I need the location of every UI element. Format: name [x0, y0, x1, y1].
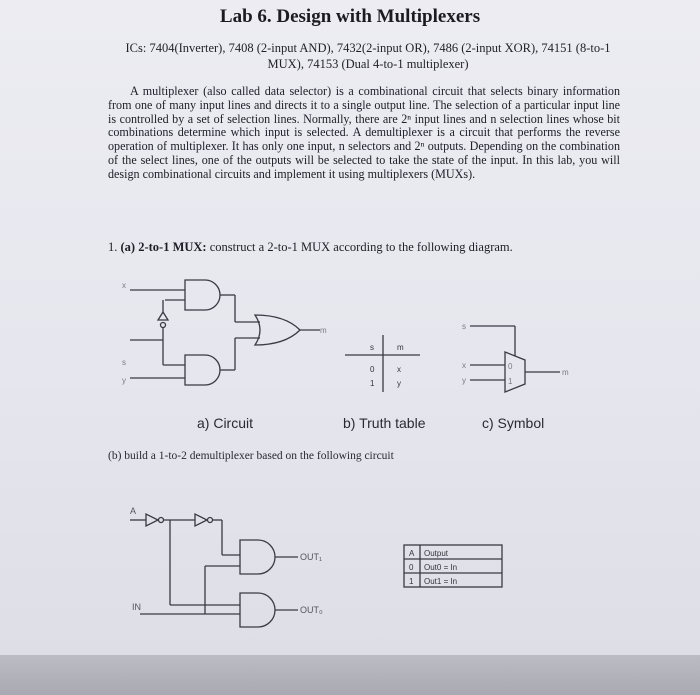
sym-label-m: m: [562, 368, 569, 377]
caption-truth-table: b) Truth table: [343, 415, 426, 431]
sym-label-y: y: [462, 376, 466, 385]
mux-symbol: [470, 326, 560, 392]
tt-r2-m: y: [397, 379, 401, 388]
question-1b: (b) build a 1-to-2 demultiplexer based on the following circuit: [108, 450, 394, 462]
dt-r2-a: 1: [409, 577, 414, 586]
not-bubble: [161, 323, 166, 328]
mux-label-s: s: [122, 358, 126, 367]
dt-r1-output: Out0 = In: [424, 563, 458, 572]
mux-trapezoid: [505, 352, 525, 392]
question-number: 1.: [108, 240, 118, 254]
mux-circuit: [130, 280, 320, 385]
sym-pin-1: 1: [508, 377, 513, 386]
and-gate-top: [185, 280, 220, 310]
or-gate: [255, 315, 300, 345]
and-gate-out0: [240, 593, 275, 627]
tt-header-m: m: [397, 343, 404, 352]
demux-label-in: IN: [132, 602, 141, 612]
dt-r2-output: Out1 = In: [424, 577, 458, 586]
ics-line-1: ICs: 7404(Inverter), 7408 (2-input AND), 7432(2-input OR), 7486 (2-input XOR), 74151 (8-to-1: [125, 41, 611, 55]
mux-label-y: y: [122, 376, 126, 385]
not-gate: [158, 312, 168, 320]
caption-circuit: a) Circuit: [197, 415, 254, 431]
tt-r1-s: 0: [370, 365, 375, 374]
question-1a-label: (a) 2-to-1 MUX:: [120, 240, 207, 254]
question-1a-text: construct a 2-to-1 MUX according to the following diagram.: [206, 240, 513, 254]
and-gate-bottom: [185, 355, 220, 385]
and-gate-out1: [240, 540, 275, 574]
tt-header-s: s: [370, 343, 374, 352]
page-title: Lab 6. Design with Multiplexers: [219, 6, 481, 27]
intro-text: A multiplexer (also called data selector) is a combinational circuit that selects binary information from one of many input lines and directs it to a single output line. The selection of a particular input line is controlled by a set of selection lines. Normally, there are 2ⁿ input lines and n selection lines whose bit combinations determine which input is selected. A demultiplexer is a circuit that performs the reverse operation of multiplexer. It has only one input, n selectors and 2ⁿ outputs. Depending on the combination of the select lines, one of the outputs will be selected to take the state of the input. In this lab, you will design combinational circuits and implement it using multiplexers (MUXs).: [108, 84, 620, 181]
dt-header-output: Output: [424, 549, 449, 558]
tt-r2-s: 1: [370, 379, 375, 388]
sym-label-x: x: [462, 361, 466, 370]
buffer-2: [195, 514, 207, 526]
demux-circuit: [130, 514, 298, 627]
truth-table-grid: [345, 335, 420, 392]
caption-symbol: c) Symbol: [482, 415, 545, 431]
mux-label-m: m: [320, 326, 327, 335]
mux-label-x: x: [122, 281, 126, 290]
ics-line-2: MUX), 74153 (Dual 4-to-1 multiplexer): [267, 57, 469, 71]
sym-label-s: s: [462, 322, 466, 331]
dt-header-a: A: [409, 549, 415, 558]
sym-pin-0: 0: [508, 362, 513, 371]
demux-label-out0: OUT₀: [300, 605, 323, 615]
page-shadow: [0, 655, 700, 695]
demux-label-a: A: [130, 506, 137, 516]
demux-label-out1: OUT₁: [300, 552, 323, 562]
tt-r1-m: x: [397, 365, 401, 374]
buffer-1: [146, 514, 158, 526]
dt-r1-a: 0: [409, 563, 414, 572]
